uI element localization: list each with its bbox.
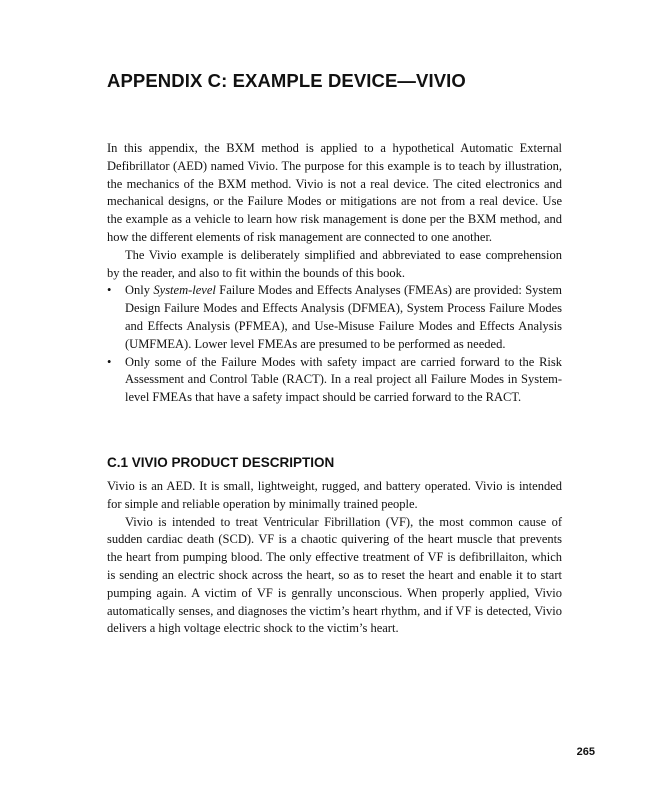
bullet-1-emphasis: System-level: [153, 283, 216, 298]
page-number: 265: [576, 746, 595, 758]
intro-text-block: [107, 140, 562, 407]
bullet-marker: •: [107, 283, 112, 298]
section-paragraph-2: Vivio is intended to treat Ventricular Fibrillation (VF), the most common cause of sudden cardiac death (SCD). VF is a chaotic quivering of the heart muscle that prevents the heart from pumping blood. The only effective treatment of VF is defibrillaiton, which is sending an electric shock across the heart, so as to reset the heart and enable it to start pumping again. A victim of VF is genrally unconscious. When properly applied, Vivio automatically senses, and diagnoses the victim’s heart rhythm, and if VF is detected, Vivio delivers a high voltage electric shock to the victim’s heart.: [107, 514, 562, 636]
section-heading: C.1 VIVIO PRODUCT DESCRIPTION: [107, 455, 335, 470]
bullet-item-1: [107, 282, 562, 353]
bullet-marker: •: [107, 354, 112, 369]
bullet-item-2: [107, 354, 562, 407]
section-text-block: [107, 478, 562, 638]
bullet-1-rest: Failure Modes and Effects Analyses (FMEAs) are provided: System Design Failure Modes and Effects Analysis (DFMEA), System Process Failure Modes and Effects Analysis (PFMEA), and Use-Misuse Failure Modes and Effects Analysis (UMFMEA). Lower level FMEAs are presumed to be performed as needed.: [125, 283, 562, 351]
intro-bullet-list: [107, 282, 562, 407]
bullet-1-lead: Only: [125, 283, 154, 298]
bullet-2-text: Only some of the Failure Modes with safety impact are carried forward to the Risk Assessment and Control Table (RACT). In a real project all Failure Modes in System-level FMEAs that have a safety impact should be carried forward to the RACT.: [125, 354, 562, 405]
section-paragraph-1: Vivio is an AED. It is small, lightweight, rugged, and battery operated. Vivio is intended for simple and reliable operation by minimally trained people.: [107, 479, 562, 511]
intro-paragraph-1: In this appendix, the BXM method is applied to a hypothetical Automatic External Defibrillator (AED) named Vivio. The purpose for this example is to teach by illustration, the mechanics of the BXM method. Vivio is not a real device. The cited electronics and mechanical designs, or the Failure Modes or mitigations are not from a real device. Use the example as a vehicle to learn how risk management is done per the BXM method, and how the different elements of risk management are connected to one another.: [107, 141, 562, 244]
chapter-title: APPENDIX C: EXAMPLE DEVICE—VIVIO: [107, 70, 466, 91]
intro-paragraph-2: The Vivio example is deliberately simplified and abbreviated to ease comprehension by the reader, and also to fit within the bounds of this book.: [107, 247, 562, 280]
